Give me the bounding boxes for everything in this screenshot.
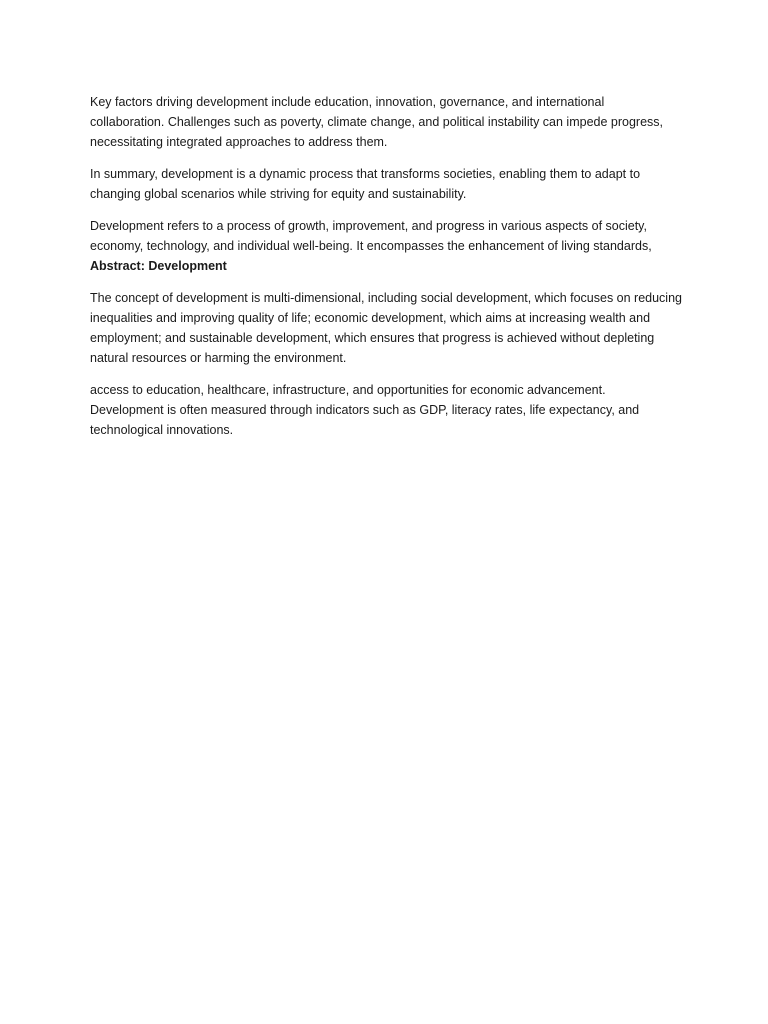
document-body <box>90 92 682 452</box>
paragraph-access: access to education, healthcare, infrastructure, and opportunities for economic advancement. Development is often measured through indicators such as GDP, literacy rates, life expectancy, and technological innovations. <box>90 383 640 437</box>
abstract-heading: Abstract: Development <box>90 259 227 273</box>
paragraph-concept: The concept of development is multi-dimensional, including social development, which focuses on reducing inequalities and improving quality of life; economic development, which aims at increasing wealth and employment; and sustainable development, which ensures that progress is achieved without depleting natural resources or harming the environment. <box>90 291 682 365</box>
paragraph-summary: In summary, development is a dynamic process that transforms societies, enabling them to adapt to changing global scenarios while striving for equity and sustainability. <box>90 167 641 201</box>
paragraph-key-factors: Key factors driving development include education, innovation, governance, and international collaboration. Challenges such as poverty, climate change, and political instability can impede progress, necessitating integrated approaches to address them. <box>90 95 663 149</box>
paragraph-definition: Development refers to a process of growth, improvement, and progress in various aspects of society, economy, technology, and individual well-being. It encompasses the enhancement of living standards, <box>90 219 652 253</box>
